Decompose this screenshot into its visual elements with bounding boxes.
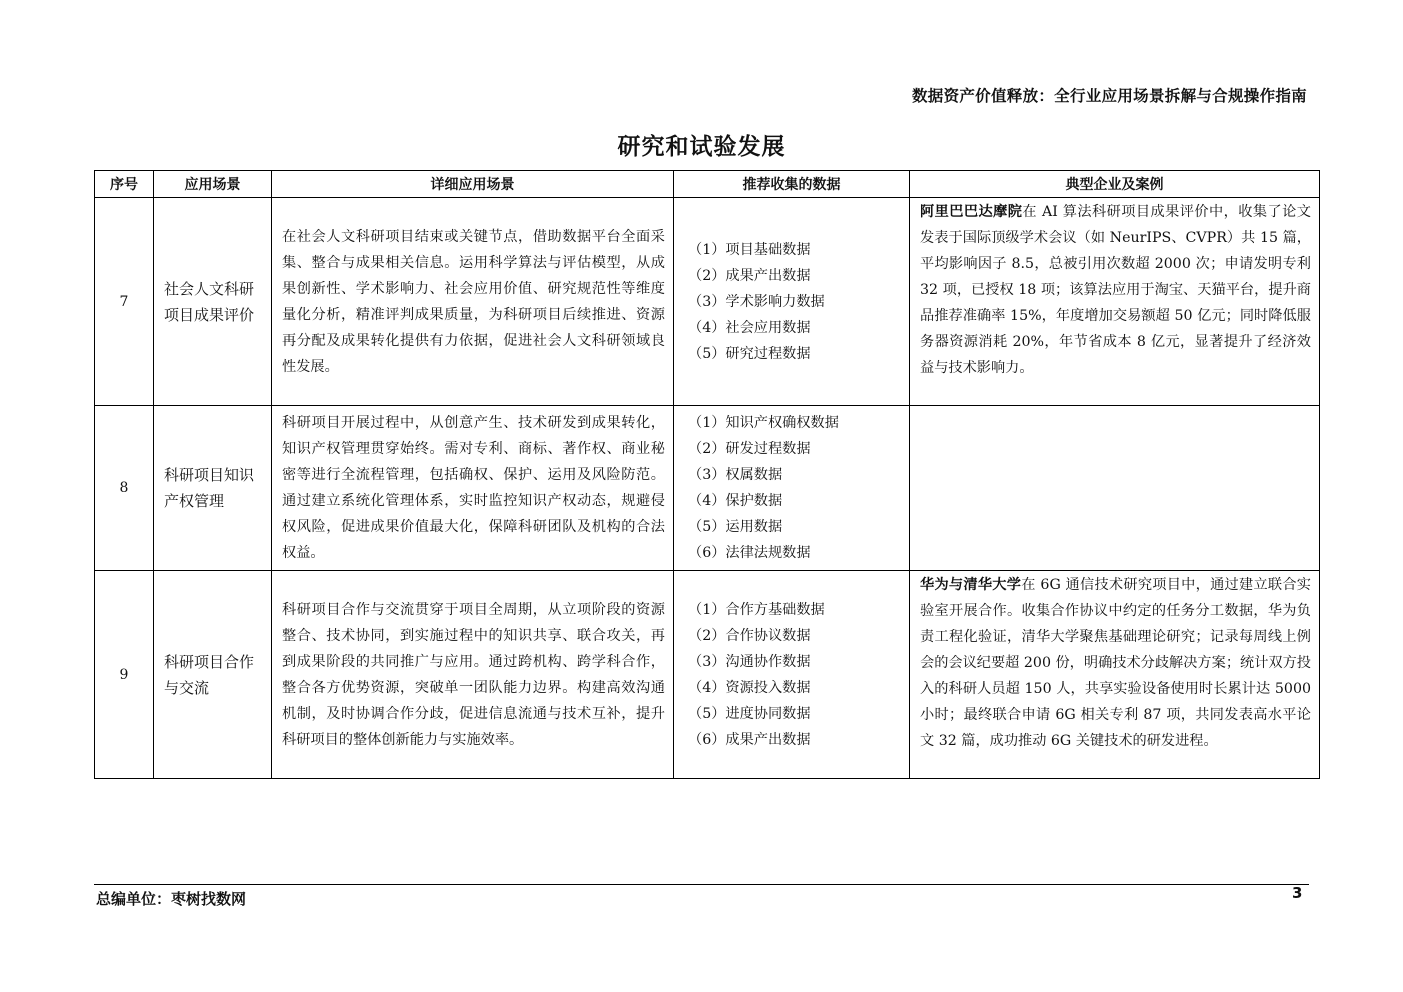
case-company: 阿里巴巴达摩院 — [920, 204, 1023, 220]
data-item: （2）研发过程数据 — [688, 441, 811, 457]
case-text: 在 AI 算法科研项目成果评价中，收集了论文发表于国际顶级学术会议（如 NeurIPS、CVPR）共 15 篇，平均影响因子 8.5，总被引用次数超 2000 次；申请发明专利 32 项，已授权 18 项；该算法应用于淘宝、天猫平台，提升商品推荐准确率 15%，年度增加交易额超 50 亿元；同时降低服务器资源消耗 20%，年节省成本 8 亿元，显著提升了经济效益与技术影响力。 — [920, 204, 1311, 376]
row-case — [910, 406, 1320, 571]
row-seq: 7 — [95, 198, 154, 406]
row-detail: 科研项目合作与交流贯穿于项目全周期，从立项阶段的资源整合、技术协同，到实施过程中的知识共享、联合攻关，再到成果阶段的共同推广与应用。通过跨机构、跨学科合作，整合各方优势资源，突破单一团队能力边界。构建高效沟通机制，及时协调合作分歧，促进信息流通与技术互补，提升科研项目的整体创新能力与实施效率。 — [272, 571, 674, 779]
data-item: （1）知识产权确权数据 — [688, 415, 839, 431]
page-number: 3 — [1292, 884, 1303, 902]
row-detail: 科研项目开展过程中，从创意产生、技术研发到成果转化，知识产权管理贯穿始终。需对专利、商标、著作权、商业秘密等进行全流程管理，包括确权、保护、运用及风险防范。通过建立系统化管理体系，实时监控知识产权动态，规避侵权风险，促进成果价值最大化，保障科研团队及机构的合法权益。 — [272, 406, 674, 571]
data-item: （2）合作协议数据 — [688, 627, 811, 644]
column-header-data: 推荐收集的数据 — [674, 171, 910, 198]
footer-editor: 总编单位：枣树找数网 — [96, 890, 247, 908]
data-item: （6）法律法规数据 — [688, 545, 811, 561]
data-item: （6）成果产出数据 — [688, 731, 811, 748]
column-header-detail: 详细应用场景 — [272, 171, 674, 198]
data-item: （4）资源投入数据 — [688, 679, 811, 696]
column-header-case: 典型企业及案例 — [910, 171, 1320, 198]
row-data-list — [674, 571, 910, 779]
data-item: （3）权属数据 — [688, 467, 783, 483]
data-item: （5）运用数据 — [688, 519, 783, 535]
data-item: （1）项目基础数据 — [688, 241, 811, 258]
table-row — [95, 406, 1320, 571]
row-data-list — [674, 406, 910, 571]
page-title: 研究和试验发展 — [617, 133, 786, 160]
data-item: （5）研究过程数据 — [688, 345, 811, 362]
column-header-scene: 应用场景 — [154, 171, 272, 198]
data-item: （3）学术影响力数据 — [688, 293, 825, 310]
scenario-table — [94, 170, 1320, 779]
data-item: （2）成果产出数据 — [688, 267, 811, 284]
row-scene: 社会人文科研项目成果评价 — [154, 198, 272, 406]
data-item: （1）合作方基础数据 — [688, 601, 825, 618]
row-case — [910, 198, 1320, 406]
table-row — [95, 571, 1320, 779]
row-detail: 在社会人文科研项目结束或关键节点，借助数据平台全面采集、整合与成果相关信息。运用科学算法与评估模型，从成果创新性、学术影响力、社会应用价值、研究规范性等维度量化分析，精准评判成果质量，为科研项目后续推进、资源再分配及成果转化提供有力依据，促进社会人文科研领域良性发展。 — [272, 198, 674, 406]
document-header-title: 数据资产价值释放：全行业应用场景拆解与合规操作指南 — [911, 87, 1307, 105]
row-scene: 科研项目合作与交流 — [154, 571, 272, 779]
footer-divider — [94, 884, 1309, 885]
row-case — [910, 571, 1320, 779]
data-item: （4）保护数据 — [688, 493, 783, 509]
row-data-list — [674, 198, 910, 406]
case-text: 在 6G 通信技术研究项目中，通过建立联合实验室开展合作。收集合作协议中约定的任务分工数据，华为负责工程化验证，清华大学聚焦基础理论研究；记录每周线上例会的会议纪要超 200 份，明确技术分歧解决方案；统计双方投入的科研人员超 150 人，共享实验设备使用时长累计达 5000 小时；最终联合申请 6G 相关专利 87 项，共同发表高水平论文 32 篇，成功推动 6G 关键技术的研发进程。 — [920, 577, 1311, 749]
data-item: （4）社会应用数据 — [688, 319, 811, 336]
data-item: （5）进度协同数据 — [688, 705, 811, 722]
table-row — [95, 198, 1320, 406]
row-scene: 科研项目知识产权管理 — [154, 406, 272, 571]
row-seq: 9 — [95, 571, 154, 779]
data-item: （3）沟通协作数据 — [688, 653, 811, 670]
column-header-seq: 序号 — [95, 171, 154, 198]
case-company: 华为与清华大学 — [920, 577, 1022, 593]
table-header-row — [95, 171, 1320, 198]
row-seq: 8 — [95, 406, 154, 571]
